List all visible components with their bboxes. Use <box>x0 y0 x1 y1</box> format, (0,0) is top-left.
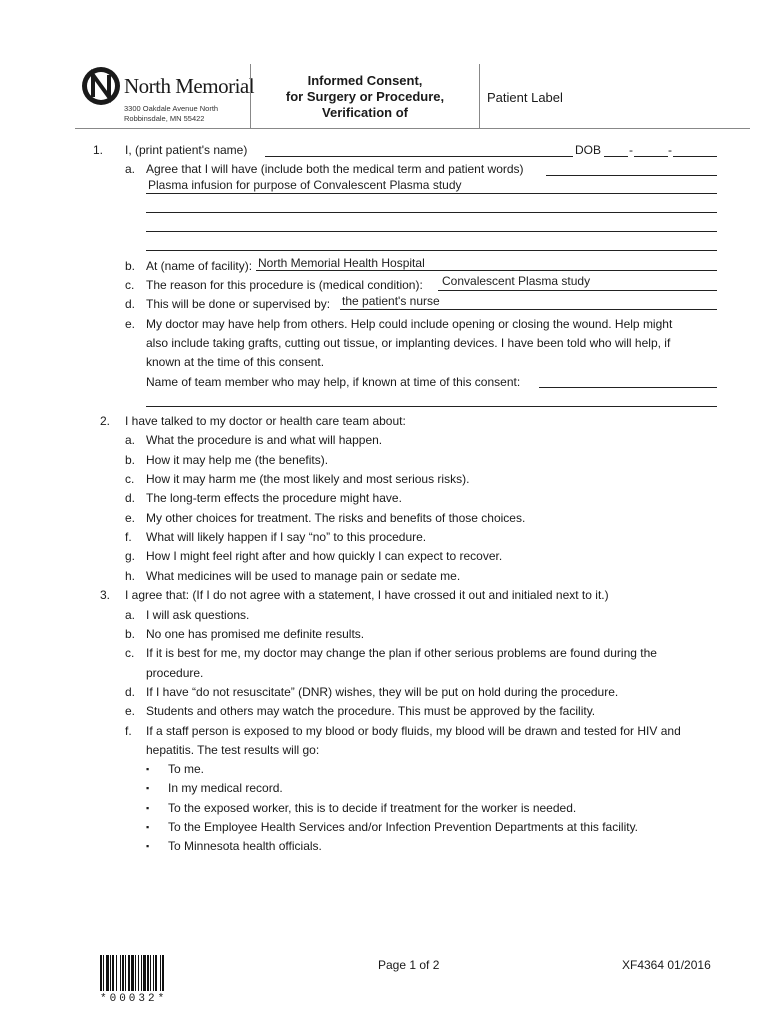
bullet-icon: ▪ <box>146 822 150 832</box>
list-item: Students and others may watch the procedure. This must be approved by the facility. <box>146 704 596 718</box>
barcode-bar <box>112 955 114 991</box>
procedure-fill[interactable]: Plasma infusion for purpose of Convalescent Plasma study <box>148 178 462 192</box>
barcode-bar <box>100 955 102 991</box>
supervised-by-field[interactable] <box>340 309 717 310</box>
dob-month-field[interactable] <box>604 156 628 157</box>
print-name-label: I, (print patient's name) <box>125 143 248 157</box>
item-letter: e. <box>125 704 136 718</box>
list-item: procedure. <box>146 666 204 680</box>
condition-label: The reason for this procedure is (medical condition): <box>146 278 423 292</box>
list-item: My other choices for treatment. The risks and benefits of those choices. <box>146 511 526 525</box>
list-item: What will likely happen if I say “no” to this procedure. <box>146 530 427 544</box>
item-letter: a. <box>125 608 136 622</box>
list-item: hepatitis. The test results will go: <box>146 743 320 757</box>
team-member-label: Name of team member who may help, if known at time of this consent: <box>146 375 521 389</box>
item-letter: e. <box>125 317 136 331</box>
bullet-icon: ▪ <box>146 841 150 851</box>
north-memorial-logo-icon <box>80 64 122 108</box>
supervised-by-label: This will be done or supervised by: <box>146 297 331 311</box>
item-letter: b. <box>125 453 136 467</box>
header-separator <box>479 64 480 128</box>
item-letter: f. <box>125 530 132 544</box>
barcode-bar <box>143 955 146 991</box>
dob-separator: - <box>668 143 672 157</box>
list-item: How it may help me (the benefits). <box>146 453 329 467</box>
procedure-field-line[interactable] <box>146 212 717 213</box>
barcode-icon <box>100 955 176 991</box>
section-number: 1. <box>93 143 104 157</box>
patient-name-field[interactable] <box>265 156 573 157</box>
logo-name: North Memorial <box>124 74 255 98</box>
item-letter: d. <box>125 685 136 699</box>
barcode-bar <box>135 955 136 991</box>
barcode-bar <box>138 955 139 991</box>
procedure-field-line[interactable] <box>146 193 717 194</box>
list-item: How it may harm me (the most likely and most serious risks). <box>146 472 470 486</box>
barcode-bar <box>125 955 126 991</box>
item-letter: c. <box>125 646 135 660</box>
dob-day-field[interactable] <box>634 156 668 157</box>
section-number: 2. <box>100 414 111 428</box>
list-item: I will ask questions. <box>146 608 250 622</box>
barcode-bar <box>147 955 149 991</box>
list-item: What the procedure is and what will happen. <box>146 433 383 447</box>
item-letter: d. <box>125 297 136 311</box>
supervised-by-fill[interactable]: the patient's nurse <box>342 294 440 308</box>
form-title: Informed Consent, for Surgery or Procedure, Verification of <box>285 73 445 120</box>
bullet-icon: ▪ <box>146 803 150 813</box>
list-item: If it is best for me, my doctor may change the plan if other serious problems are found during the <box>146 646 657 660</box>
section-intro: I agree that: (If I do not agree with a statement, I have crossed it out and initialed next to it.) <box>125 588 609 602</box>
bullet-icon: ▪ <box>146 783 150 793</box>
barcode-bar <box>141 955 142 991</box>
item-letter: g. <box>125 549 136 563</box>
item-letter: f. <box>125 724 132 738</box>
item-letter: b. <box>125 627 136 641</box>
item-letter: a. <box>125 162 136 176</box>
bullet-icon: ▪ <box>146 764 150 774</box>
section-number: 3. <box>100 588 111 602</box>
help-text: My doctor may have help from others. Help could include opening or closing the wound. Help might <box>146 317 673 331</box>
barcode-bar <box>155 955 157 991</box>
barcode-text: *00032* <box>100 993 168 1005</box>
list-item: The long-term effects the procedure might have. <box>146 491 402 505</box>
item-letter: c. <box>125 472 135 486</box>
item-letter: e. <box>125 511 136 525</box>
help-text: also include taking grafts, cutting out tissue, or implanting devices. I have been told who will help, if <box>146 336 671 350</box>
dob-separator: - <box>629 143 633 157</box>
barcode-bar <box>110 955 111 991</box>
barcode-bar <box>116 955 117 991</box>
procedure-field-line[interactable] <box>146 231 717 232</box>
barcode-bar <box>150 955 151 991</box>
item-letter: a. <box>125 433 136 447</box>
barcode-bar <box>160 955 161 991</box>
barcode-bar <box>153 955 154 991</box>
item-letter: b. <box>125 259 136 273</box>
bullet-item: To the exposed worker, this is to decide if treatment for the worker is needed. <box>168 801 577 815</box>
barcode-bar <box>122 955 124 991</box>
team-member-field-line[interactable] <box>146 406 717 407</box>
logo-address-line1: 3300 Oakdale Avenue North <box>124 104 219 113</box>
form-code: XF4364 01/2016 <box>622 958 711 972</box>
page-number: Page 1 of 2 <box>378 958 440 972</box>
item-letter: c. <box>125 278 135 292</box>
barcode-bar <box>106 955 109 991</box>
barcode-bar <box>162 955 164 991</box>
list-item: If I have “do not resuscitate” (DNR) wishes, they will be put on hold during the procedure. <box>146 685 619 699</box>
list-item: What medicines will be used to manage pain or sedate me. <box>146 569 461 583</box>
procedure-field[interactable] <box>546 175 717 176</box>
bullet-item: In my medical record. <box>168 781 283 795</box>
list-item: No one has promised me definite results. <box>146 627 365 641</box>
header-rule <box>75 128 750 129</box>
condition-field[interactable] <box>438 290 717 291</box>
condition-fill[interactable]: Convalescent Plasma study <box>442 274 591 288</box>
logo-address-line2: Robbinsdale, MN 55422 <box>124 114 205 123</box>
facility-fill[interactable]: North Memorial Health Hospital <box>258 256 425 270</box>
barcode-bar <box>103 955 104 991</box>
dob-year-field[interactable] <box>673 156 717 157</box>
barcode-bar <box>128 955 130 991</box>
facility-field[interactable] <box>256 270 717 271</box>
procedure-field-line[interactable] <box>146 250 717 251</box>
team-member-field[interactable] <box>539 387 717 388</box>
dob-label: DOB <box>575 143 602 157</box>
barcode-bar <box>120 955 121 991</box>
procedure-label: Agree that I will have (include both the medical term and patient words) <box>146 162 524 176</box>
barcode-bar <box>131 955 134 991</box>
bullet-item: To Minnesota health officials. <box>168 839 322 853</box>
facility-label: At (name of facility): <box>146 259 253 273</box>
header-separator <box>250 64 251 128</box>
patient-label: Patient Label <box>487 90 563 105</box>
help-text: known at the time of this consent. <box>146 355 325 369</box>
list-item: If a staff person is exposed to my blood or body fluids, my blood will be drawn and tested for HIV and <box>146 724 681 738</box>
item-letter: d. <box>125 491 136 505</box>
bullet-item: To the Employee Health Services and/or Infection Prevention Departments at this facility. <box>168 820 639 834</box>
bullet-item: To me. <box>168 762 205 776</box>
item-letter: h. <box>125 569 136 583</box>
list-item: How I might feel right after and how quickly I can expect to recover. <box>146 549 503 563</box>
section-intro: I have talked to my doctor or health care team about: <box>125 414 406 428</box>
